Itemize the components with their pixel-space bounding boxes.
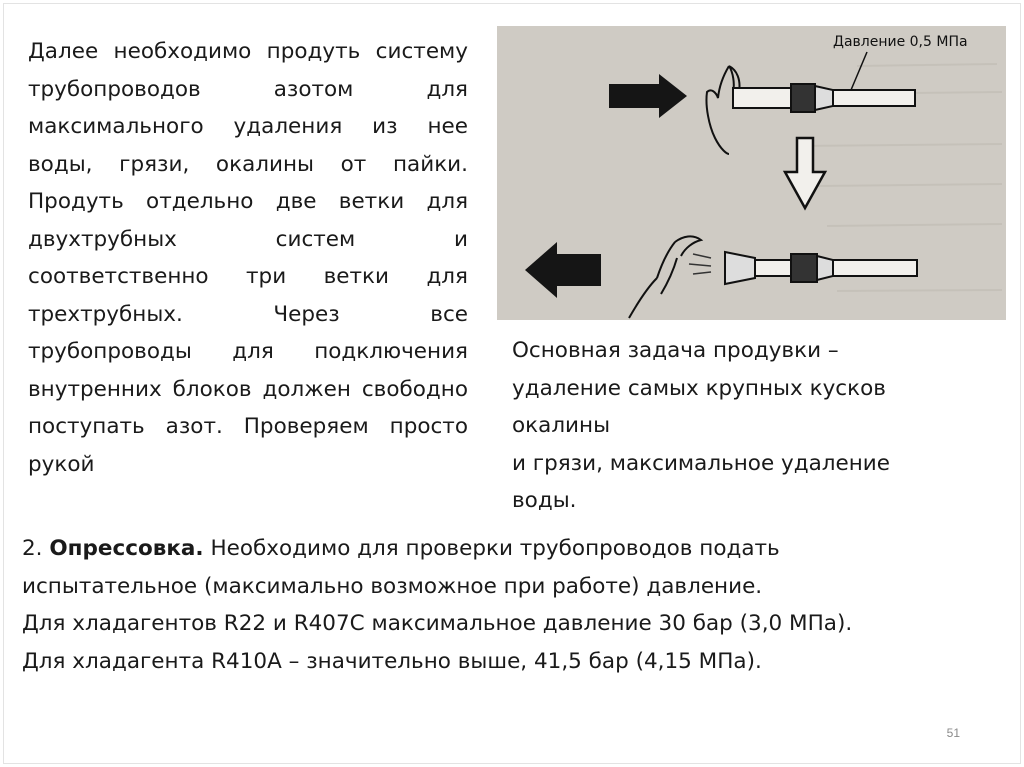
caption <box>512 332 982 520</box>
purging-illustration <box>497 26 1006 320</box>
caption-line: удаление самых крупных кусков <box>512 375 886 401</box>
item-line-rest: Необходимо для проверки трубопроводов подать <box>210 536 780 561</box>
caption-line: Основная задача продувки – <box>512 338 839 363</box>
caption-line: окалины <box>512 413 611 438</box>
hand-bottom-icon <box>629 236 701 318</box>
arrow-right-icon <box>609 74 687 118</box>
caption-line: воды. <box>512 488 577 513</box>
label-leader-line <box>851 52 867 90</box>
pressure-test-line: Для хладагентов R22 и R407C максимальное давление 30 бар (3,0 МПа). <box>22 611 853 636</box>
arrow-down-icon <box>785 138 825 208</box>
airflow-lines <box>689 254 711 274</box>
page-number: 51 <box>946 726 960 740</box>
top-pipe-left <box>733 88 791 108</box>
pressure-test-line: Для хладагента R410A – значительно выше, 41,5 бар (4,15 МПа). <box>22 648 762 674</box>
arrow-left-icon <box>525 242 601 298</box>
pressure-test-line <box>22 530 1007 568</box>
top-fitting <box>791 84 815 112</box>
caption-line: и грязи, максимальное удаление <box>512 450 891 476</box>
bottom-nozzle <box>725 252 755 284</box>
item-number: 2. <box>22 536 43 561</box>
hand-top-icon <box>706 66 739 154</box>
pressure-test-line: испытательное (максимально возможное при работе) давление. <box>22 573 763 599</box>
top-pipe-right <box>833 90 915 106</box>
pressure-label: Давление 0,5 МПа <box>833 34 968 50</box>
bottom-pipe-right <box>833 260 917 276</box>
bottom-nozzle-right <box>817 256 833 280</box>
top-nozzle <box>815 86 833 110</box>
item-title: Опрессовка. <box>49 536 204 561</box>
pressure-test-section <box>22 530 1007 680</box>
intro-paragraph: Далее необходимо продуть систему трубопроводов азотом для максимального удаления из нее воды, грязи, окалины от пайки. Продуть отдельно две ветки для двухтрубных систем и соответственно три ветки для трехтрубных. Через все трубопроводы для подключения внутренних блоков должен свободно поступать азот. Проверяем просто рукой <box>28 39 468 477</box>
bottom-pipe-left <box>755 260 791 276</box>
bottom-fitting <box>791 254 817 282</box>
